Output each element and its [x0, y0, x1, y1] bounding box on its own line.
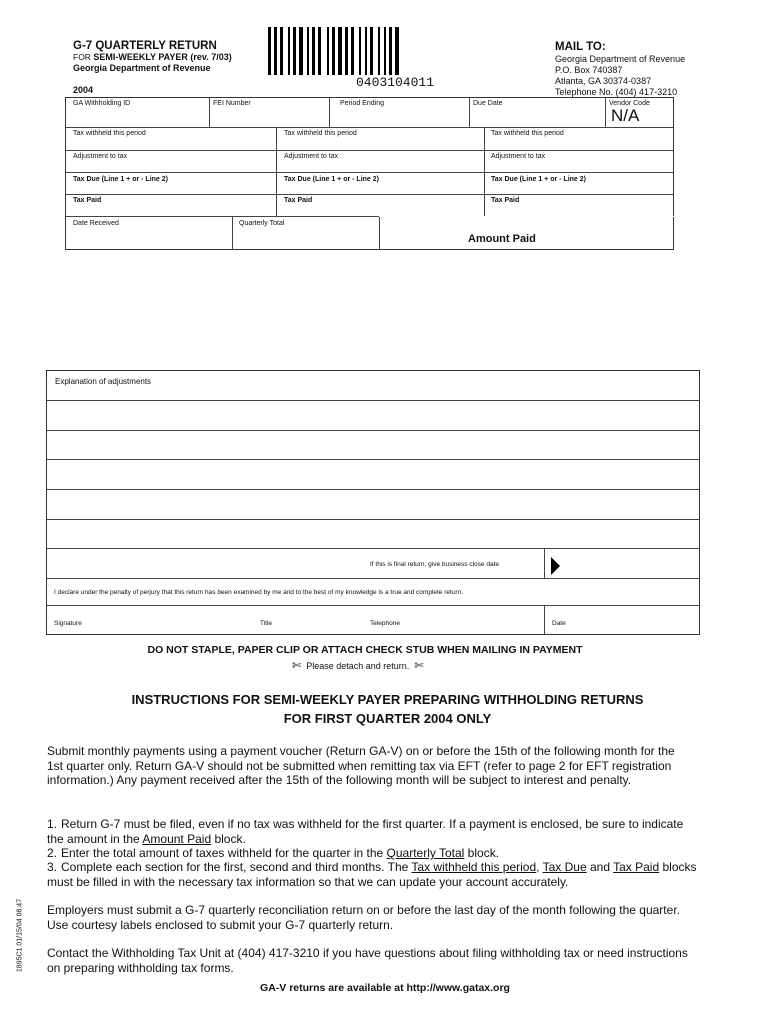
instructions-title-line2: FOR FIRST QUARTER 2004 ONLY	[283, 711, 492, 726]
barcode-bar	[274, 27, 277, 75]
vendor-code-label: Vendor Code	[609, 100, 650, 107]
barcode-bar	[395, 27, 399, 75]
barcode-bar	[327, 27, 329, 75]
quarterly-total-label: Quarterly Total	[239, 220, 285, 227]
due-date-field[interactable]	[470, 108, 604, 126]
adjustment-label-m3: Adjustment to tax	[491, 153, 546, 160]
barcode-bar	[359, 27, 361, 75]
tax-paid-label-m2: Tax Paid	[284, 197, 313, 204]
footer-note: GA-V returns are available at http://www.gatax.org	[260, 982, 510, 994]
barcode-bar	[299, 27, 303, 75]
mail-to-line: Telephone No. (404) 417-3210	[555, 87, 678, 97]
barcode-bar	[378, 27, 380, 75]
amount-paid-label: Amount Paid	[468, 233, 536, 245]
tax-paid-label-m3: Tax Paid	[491, 197, 520, 204]
tax-due-label-m2: Tax Due (Line 1 + or - Line 2)	[284, 176, 379, 183]
instruction-item-2: 2. Enter the total amount of taxes withheld for the quarter in the Quarterly Total block.	[47, 846, 500, 860]
form-subtitle: FOR SEMI-WEEKLY PAYER (rev. 7/03)	[73, 52, 232, 62]
barcode-bar	[351, 27, 354, 75]
detach-note: ✄ Please detach and return. ✄	[292, 660, 424, 672]
instructions-intro: Submit monthly payments using a payment voucher (Return GA-V) on or before the 15th of the following month for the 1st quarter only. Return GA-V should not be submitted when remitting tax via EFT (refer to page 2 for EFT registration information.) Any payment received after the 15th of the following month will be subject to interest and penalty.	[47, 744, 675, 787]
title-label: Title	[260, 620, 273, 627]
quarterly-total-field[interactable]	[233, 228, 378, 248]
tax-withheld-label-m3: Tax withheld this period	[491, 130, 564, 137]
barcode-bar	[384, 27, 386, 75]
instruction-item-3: 3. Complete each section for the first, second and third months. The Tax withheld this period, Tax Due and Tax Paid blocks must be filled in with the necessary tax information so that we can update your account accurately.	[47, 860, 697, 889]
fei-number-label: FEI Number	[213, 100, 251, 107]
fei-number-field[interactable]	[210, 108, 328, 126]
barcode-bar	[312, 27, 315, 75]
barcode-bar	[365, 27, 367, 75]
barcode-bar	[307, 27, 309, 75]
barcode-bar	[268, 27, 271, 75]
barcode-number: 0403104011	[355, 75, 434, 90]
adjustment-label-m1: Adjustment to tax	[73, 153, 128, 160]
declaration-text: I declare under the penalty of perjury that this return has been examined by me and to the best of my knowledge is a true and complete return.	[54, 589, 464, 596]
adjustment-label-m2: Adjustment to tax	[284, 153, 339, 160]
scissors-icon: ✄	[292, 660, 302, 672]
mail-to-line: P.O. Box 740387	[555, 65, 623, 75]
telephone-label: Telephone	[370, 620, 400, 627]
form-year: 2004	[73, 85, 94, 95]
period-ending-label: Period Ending	[340, 100, 384, 107]
barcode	[268, 27, 522, 75]
instructions-title-line1: INSTRUCTIONS FOR SEMI-WEEKLY PAYER PREPARING WITHHOLDING RETURNS	[131, 692, 644, 707]
tax-due-label-m3: Tax Due (Line 1 + or - Line 2)	[491, 176, 586, 183]
tax-withheld-label-m1: Tax withheld this period	[73, 130, 146, 137]
instruction-item-1: 1. Return G-7 must be filed, even if no tax was withheld for the first quarter. If a payment is enclosed, be sure to indicate the amount in the Amount Paid block.	[47, 817, 684, 846]
explanation-label: Explanation of adjustments	[55, 377, 152, 386]
final-return-label: If this is final return, give business close date	[370, 561, 499, 568]
instructions-contact: Contact the Withholding Tax Unit at (404) 417-3210 if you have questions about filing withholding tax or need instructions on preparing withholding tax forms.	[47, 946, 688, 975]
mail-to-title: MAIL TO:	[555, 41, 606, 53]
date-received-label: Date Received	[73, 220, 119, 227]
signature-label: Signature	[54, 620, 82, 627]
side-code: 1895C1 01/15/04 08:47	[16, 898, 24, 973]
department-name: Georgia Department of Revenue	[73, 63, 211, 73]
scissors-icon: ✄	[414, 660, 424, 672]
instructions-employers: Employers must submit a G-7 quarterly reconciliation return on or before the last day of the month following the quarter. Use courtesy labels enclosed to submit your G-7 quarterly return.	[47, 903, 680, 932]
barcode-bar	[318, 27, 321, 75]
barcode-bar	[293, 27, 296, 75]
barcode-bar	[345, 27, 348, 75]
barcode-bar	[280, 27, 283, 75]
ga-withholding-id-label: GA Withholding ID	[73, 100, 131, 107]
tax-paid-label-m1: Tax Paid	[73, 197, 102, 204]
mail-to-line: Georgia Department of Revenue	[555, 54, 686, 64]
barcode-bar	[370, 27, 373, 75]
period-ending-field[interactable]	[330, 108, 468, 126]
form-title: G-7 QUARTERLY RETURN	[73, 40, 217, 52]
mail-to-line: Atlanta, GA 30374-0387	[555, 76, 652, 86]
barcode-bar	[389, 27, 392, 75]
tax-due-label-m1: Tax Due (Line 1 + or - Line 2)	[73, 176, 168, 183]
barcode-bar	[338, 27, 342, 75]
stub-warning: DO NOT STAPLE, PAPER CLIP OR ATTACH CHECK STUB WHEN MAILING IN PAYMENT	[147, 644, 583, 656]
tax-withheld-label-m2: Tax withheld this period	[284, 130, 357, 137]
arrow-right-icon	[551, 557, 560, 575]
vendor-code-value: N/A	[611, 106, 640, 125]
barcode-bar	[332, 27, 335, 75]
barcode-bar	[288, 27, 290, 75]
date-label: Date	[552, 620, 566, 627]
ga-withholding-id-field[interactable]	[66, 108, 208, 126]
due-date-label: Due Date	[473, 100, 503, 107]
